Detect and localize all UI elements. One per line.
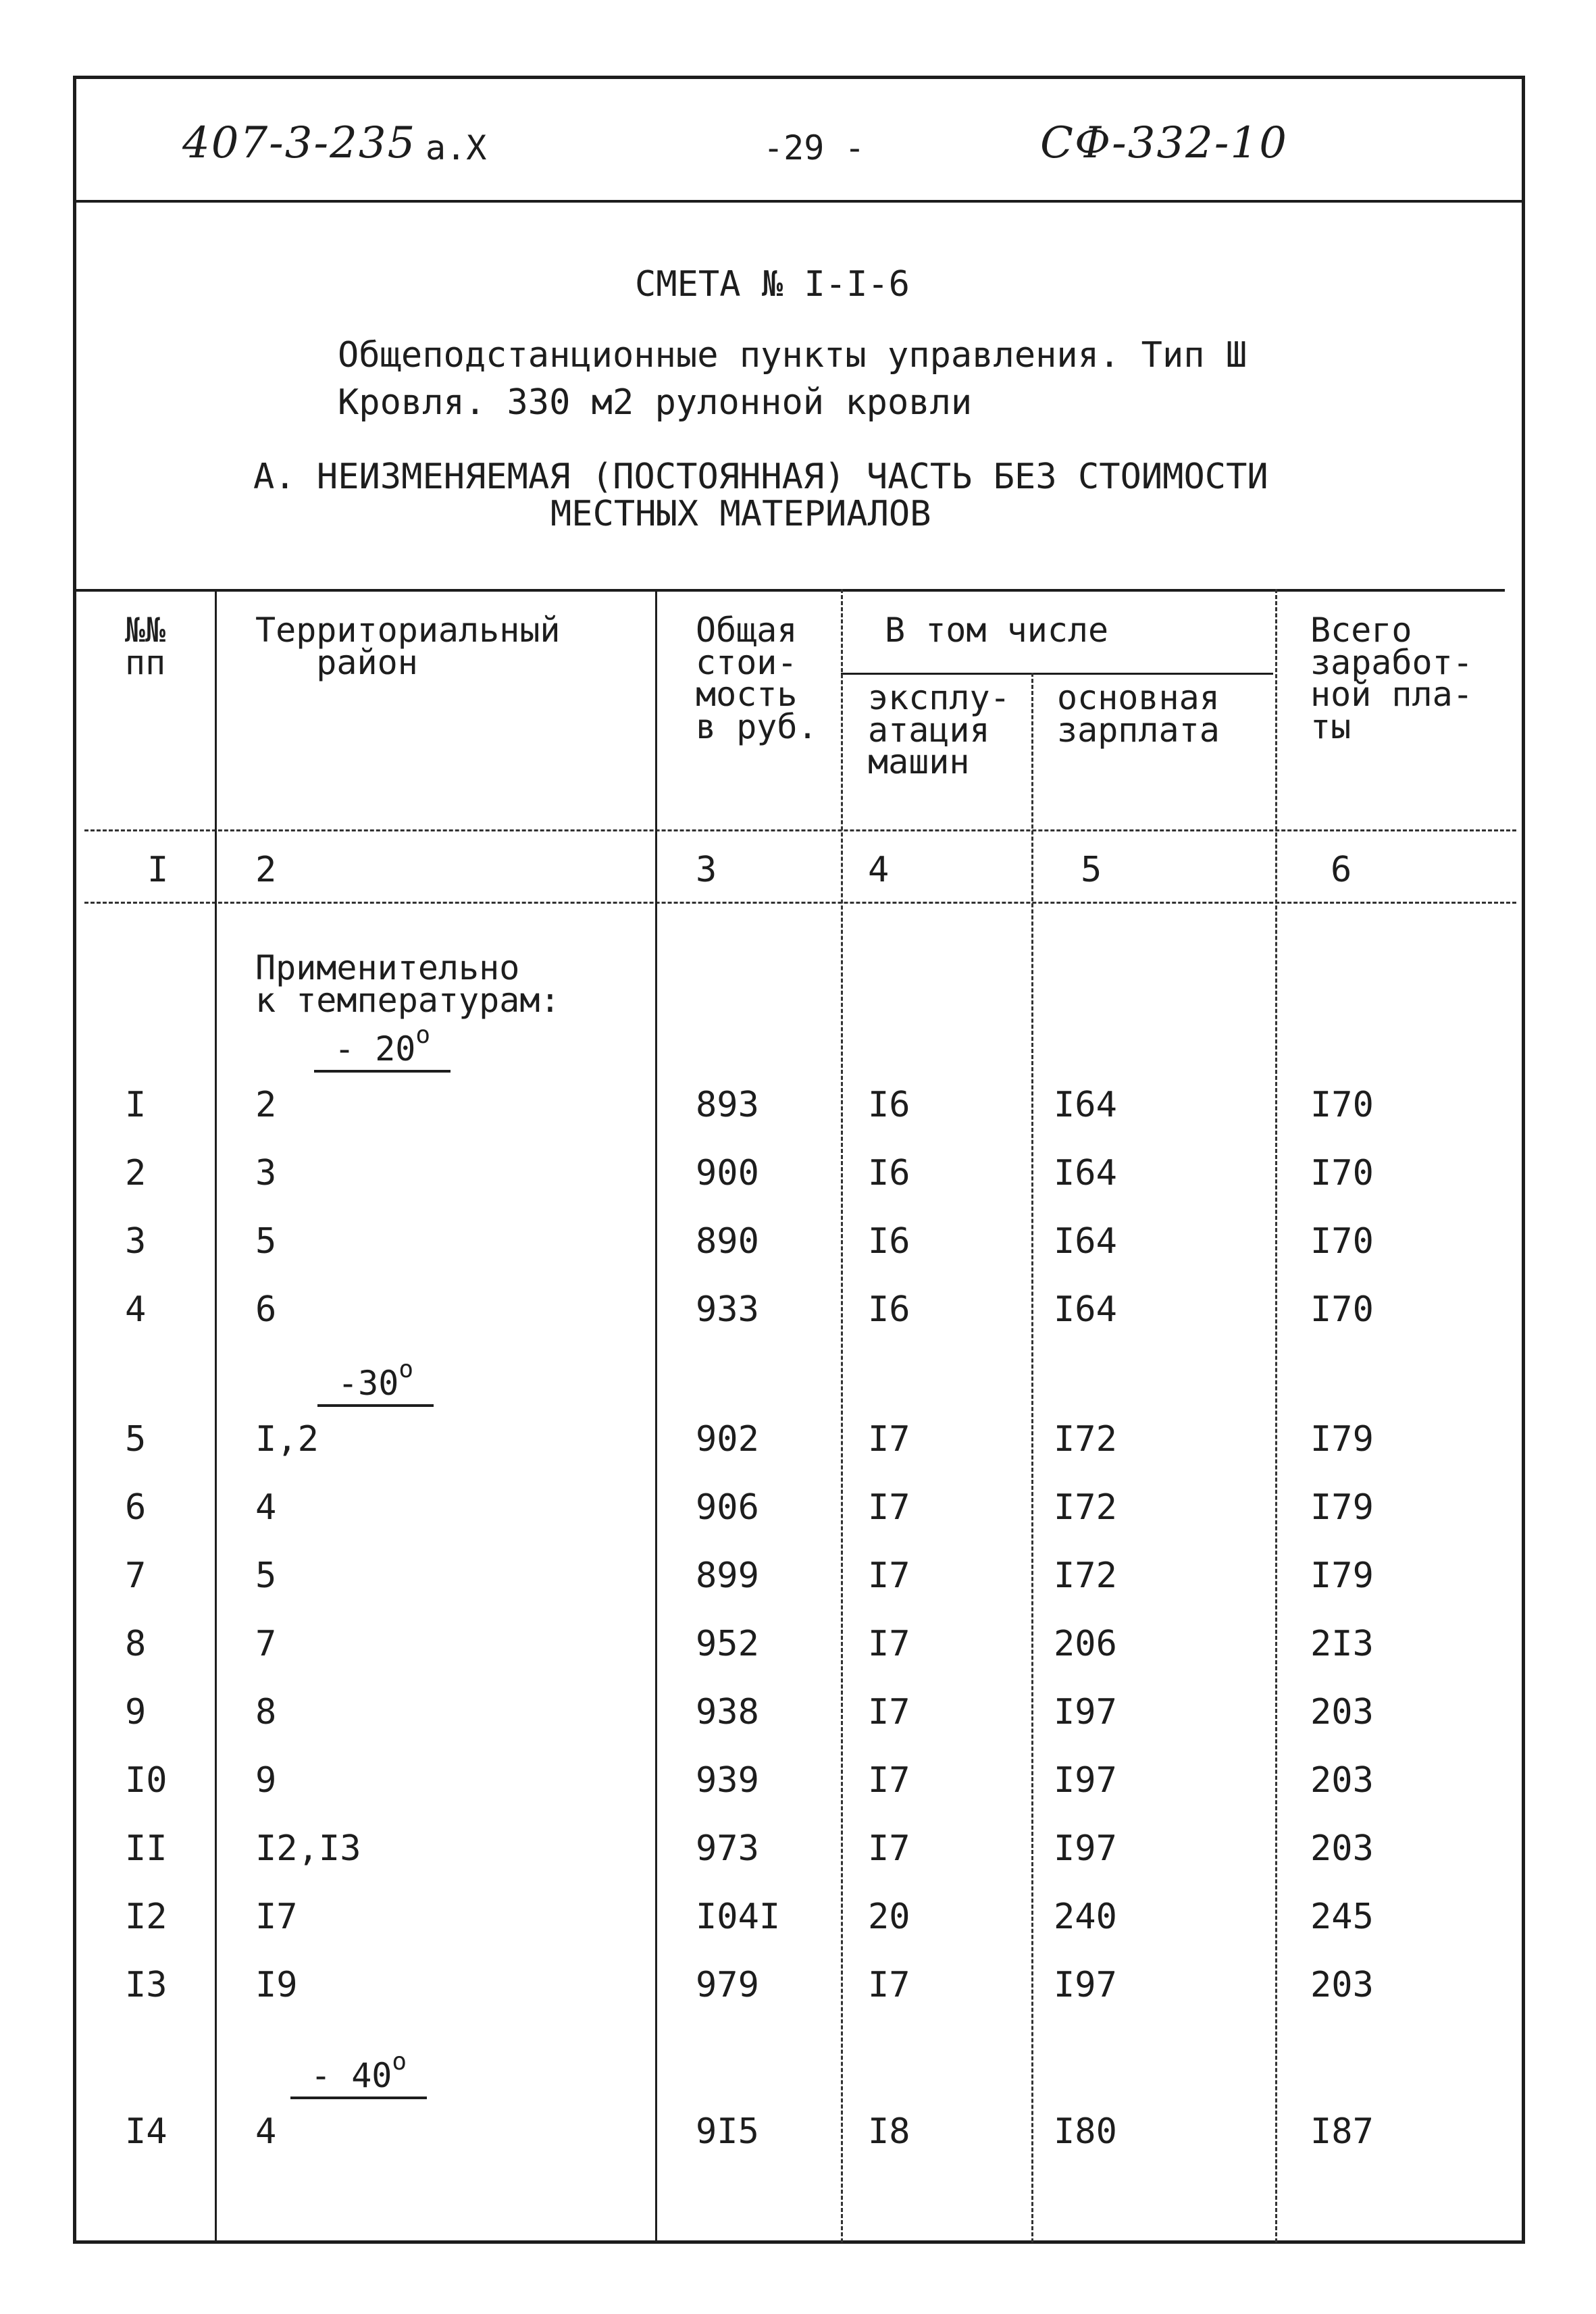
table-cell: 3 [125,1221,147,1262]
sheet-code: СФ-332-10 [1040,118,1288,168]
header-wages-total: Всего заработ- ной пла- ты [1310,611,1473,746]
col-divider-4 [1031,673,1033,2242]
temperature-value: -30 [338,1364,399,1403]
table-cell: I79 [1310,1487,1374,1528]
table-cell: 245 [1310,1897,1374,1937]
table-cell: 9 [125,1692,147,1732]
table-cell: 899 [696,1555,759,1596]
table-cell: I3 [125,1965,168,2005]
table-cell: I2,I3 [255,1828,361,1869]
table-cell: I97 [1054,1692,1117,1732]
table-cell: I70 [1310,1221,1374,1262]
page-number: -29 - [763,128,865,168]
table-cell: 4 [125,1289,147,1330]
colnum-5: 5 [1081,850,1102,890]
table-cell: 890 [696,1221,759,1262]
colnum-6: 6 [1331,850,1352,890]
table-cell: 2I3 [1310,1624,1374,1664]
colnum-1: I [147,850,169,890]
table-cell: I7 [868,1555,910,1596]
table-cell: I80 [1054,2111,1117,2152]
table-cell: 203 [1310,1760,1374,1801]
table-cell: I97 [1054,1828,1117,1869]
subheader-rule [841,673,1273,675]
table-cell: II [125,1828,168,1869]
section-title-line2: МЕСТНЫХ МАТЕРИАЛОВ [550,494,931,534]
table-cell: I7 [868,1487,910,1528]
table-cell: I64 [1054,1153,1117,1193]
table-cell: 2 [255,1085,277,1125]
table-cell: 203 [1310,1828,1374,1869]
table-cell: 5 [255,1555,277,1596]
column-number-rule [84,902,1516,904]
table-cell: I04I [696,1897,781,1937]
table-cell: 2 [125,1153,147,1193]
table-cell: I87 [1310,2111,1374,2152]
header-num: №№ пп [125,611,166,682]
table-cell: 902 [696,1419,759,1460]
table-cell: I70 [1310,1289,1374,1330]
temperature-label [314,1023,451,1073]
table-cell: I,2 [255,1419,319,1460]
table-cell: 893 [696,1085,759,1125]
table-cell: 8 [125,1624,147,1664]
table-cell: 203 [1310,1692,1374,1732]
table-cell: 4 [255,1487,277,1528]
table-cell: I7 [255,1897,298,1937]
project-code: 407-3-235 [182,118,417,168]
header-divider [73,200,1525,203]
table-cell: I7 [868,1624,910,1664]
col-divider-1 [215,589,217,2242]
table-cell: 5 [125,1419,147,1460]
table-cell: I8 [868,2111,910,2152]
table-cell: I7 [868,1419,910,1460]
table-cell: I6 [868,1221,910,1262]
temperature-value: - 40 [311,2056,392,2095]
table-cell: I0 [125,1760,168,1801]
header-salary: основная зарплата [1057,678,1220,750]
header-bottom-rule [84,829,1516,831]
table-cell: 9I5 [696,2111,759,2152]
table-cell: I97 [1054,1760,1117,1801]
colnum-2: 2 [255,850,277,890]
table-cell: I70 [1310,1153,1374,1193]
table-cell: I6 [868,1289,910,1330]
estimate-title: СМЕТА № I-I-6 [635,264,910,305]
table-cell: I7 [868,1828,910,1869]
table-cell: 3 [255,1153,277,1193]
table-cell: 6 [125,1487,147,1528]
table-cell: 938 [696,1692,759,1732]
table-cell: I6 [868,1085,910,1125]
temperature-label [290,2050,427,2099]
degree-mark: о [392,2048,407,2076]
subtitle-line2: Кровля. 330 м2 рулонной кровли [338,382,973,423]
table-top-rule [73,589,1505,592]
table-cell: 8 [255,1692,277,1732]
degree-mark: о [415,1021,431,1049]
header-total-cost: Общая стои- мость в руб. [696,611,818,746]
header-machines: эксплу- атация машин [868,678,1010,781]
temperature-value: - 20 [334,1029,416,1069]
header-region: Территориальный район [255,611,561,682]
table-cell: I7 [868,1692,910,1732]
header-including: В том числе [885,611,1109,650]
table-cell: I6 [868,1153,910,1193]
temperature-note: Применительно к температурам: [255,948,561,1020]
table-cell: I79 [1310,1555,1374,1596]
table-cell: I64 [1054,1289,1117,1330]
table-cell: I4 [125,2111,168,2152]
degree-mark: о [398,1356,413,1383]
section-title-line1: А. НЕИЗМЕНЯЕМАЯ (ПОСТОЯННАЯ) ЧАСТЬ БЕЗ СТОИМОСТИ [253,457,1268,497]
col-divider-5 [1275,589,1277,2242]
colnum-3: 3 [696,850,717,890]
col-divider-3 [841,589,843,2242]
table-cell: 20 [868,1897,910,1937]
temperature-label [317,1358,434,1407]
table-cell: 7 [125,1555,147,1596]
table-cell: 240 [1054,1897,1117,1937]
table-cell: I7 [868,1760,910,1801]
table-cell: I64 [1054,1221,1117,1262]
table-cell: I72 [1054,1487,1117,1528]
table-cell: 203 [1310,1965,1374,2005]
colnum-4: 4 [868,850,890,890]
album-label: а.X [426,128,487,168]
table-cell: I64 [1054,1085,1117,1125]
table-cell: I7 [868,1965,910,2005]
table-cell: I97 [1054,1965,1117,2005]
table-cell: 952 [696,1624,759,1664]
table-cell: 933 [696,1289,759,1330]
table-cell: 6 [255,1289,277,1330]
table-cell: 206 [1054,1624,1117,1664]
col-divider-2 [655,589,657,2242]
table-cell: I79 [1310,1419,1374,1460]
table-cell: 7 [255,1624,277,1664]
table-cell: 939 [696,1760,759,1801]
table-cell: 4 [255,2111,277,2152]
table-cell: I70 [1310,1085,1374,1125]
table-cell: I9 [255,1965,298,2005]
table-cell: 5 [255,1221,277,1262]
table-cell: 900 [696,1153,759,1193]
table-cell: 979 [696,1965,759,2005]
table-cell: 9 [255,1760,277,1801]
table-cell: I [125,1085,147,1125]
table-cell: I72 [1054,1555,1117,1596]
table-cell: 906 [696,1487,759,1528]
table-cell: I2 [125,1897,168,1937]
table-cell: 973 [696,1828,759,1869]
subtitle-line1: Общеподстанционные пункты управления. Тип Ш [338,335,1247,376]
table-cell: I72 [1054,1419,1117,1460]
